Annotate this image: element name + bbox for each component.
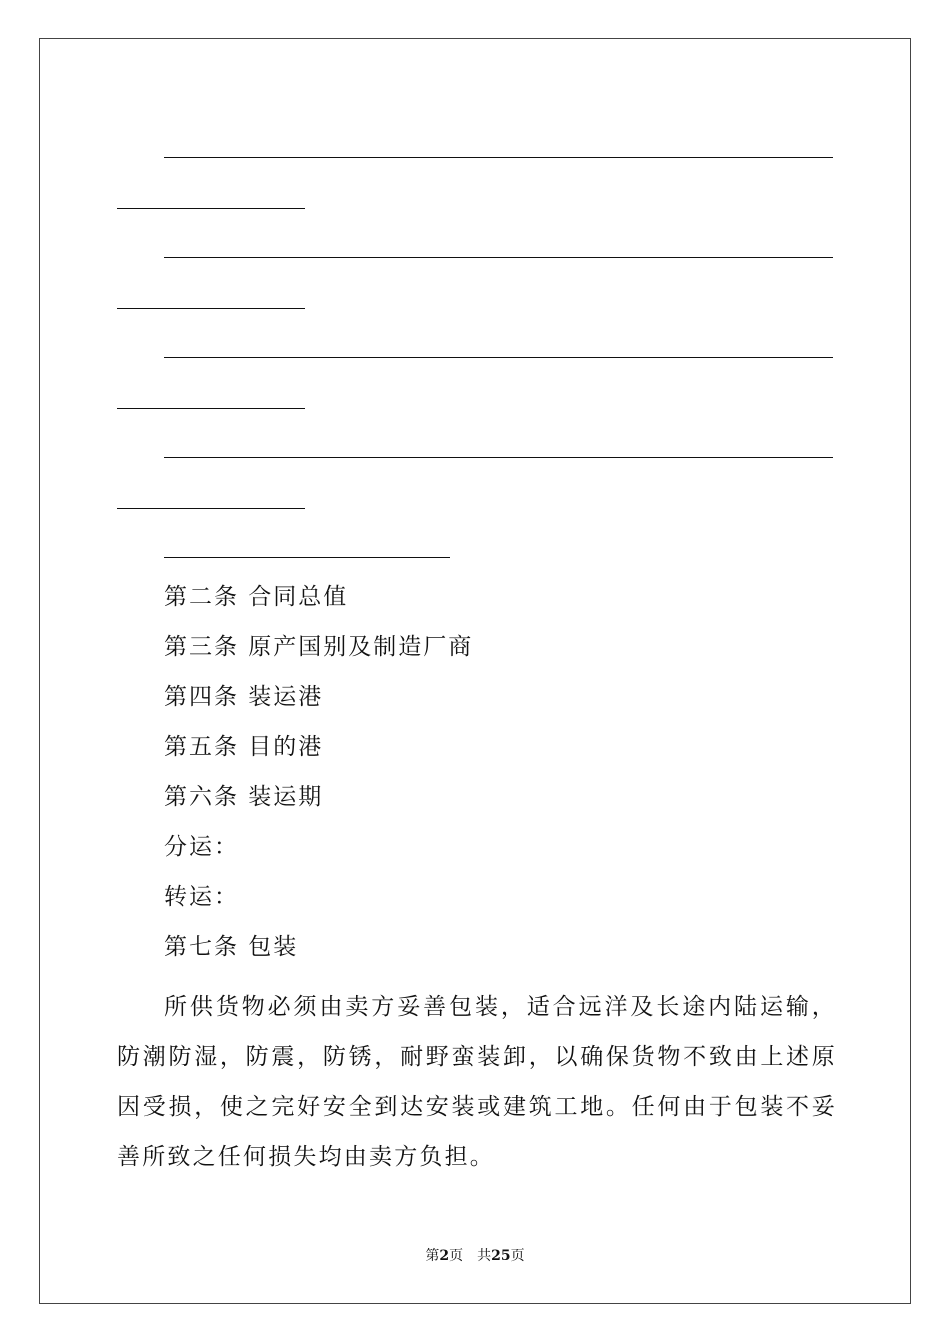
article-origin-manufacturer: 第三条 原产国别及制造厂商	[164, 634, 474, 660]
blank-line	[164, 457, 833, 458]
total-suffix: 页	[510, 1248, 525, 1264]
blank-line	[164, 557, 450, 558]
article-time-of-shipment: 第六条 装运期	[164, 784, 324, 810]
blank-line	[117, 208, 305, 209]
blank-line	[117, 408, 305, 409]
page-number: 2	[439, 1248, 450, 1264]
article-contract-value: 第二条 合同总值	[164, 584, 349, 610]
page-footer	[0, 1246, 950, 1266]
page-prefix: 第	[425, 1248, 440, 1264]
packaging-clause-text: 所供货物必须由卖方妥善包装，适合远洋及长途内陆运输，防潮防湿，防震，防锈，耐野蛮装卸，以确保货物不致由上述原因受损，使之完好安全到达安装或建筑工地。任何由于包装不妥善所致之任何损失均由卖方负担。	[117, 994, 837, 1170]
partial-shipment-label: 分运：	[164, 834, 239, 860]
page-suffix: 页	[449, 1248, 464, 1264]
article-port-of-destination: 第五条 目的港	[164, 734, 324, 760]
article-port-of-shipment: 第四条 装运港	[164, 684, 324, 710]
blank-line	[164, 257, 833, 258]
blank-line	[164, 357, 833, 358]
total-pages: 25	[491, 1248, 511, 1264]
article-packing: 第七条 包装	[164, 934, 299, 960]
total-prefix: 共	[477, 1248, 492, 1264]
blank-line	[117, 308, 305, 309]
blank-line	[117, 508, 305, 509]
transshipment-label: 转运：	[164, 884, 239, 910]
blank-line	[164, 157, 833, 158]
